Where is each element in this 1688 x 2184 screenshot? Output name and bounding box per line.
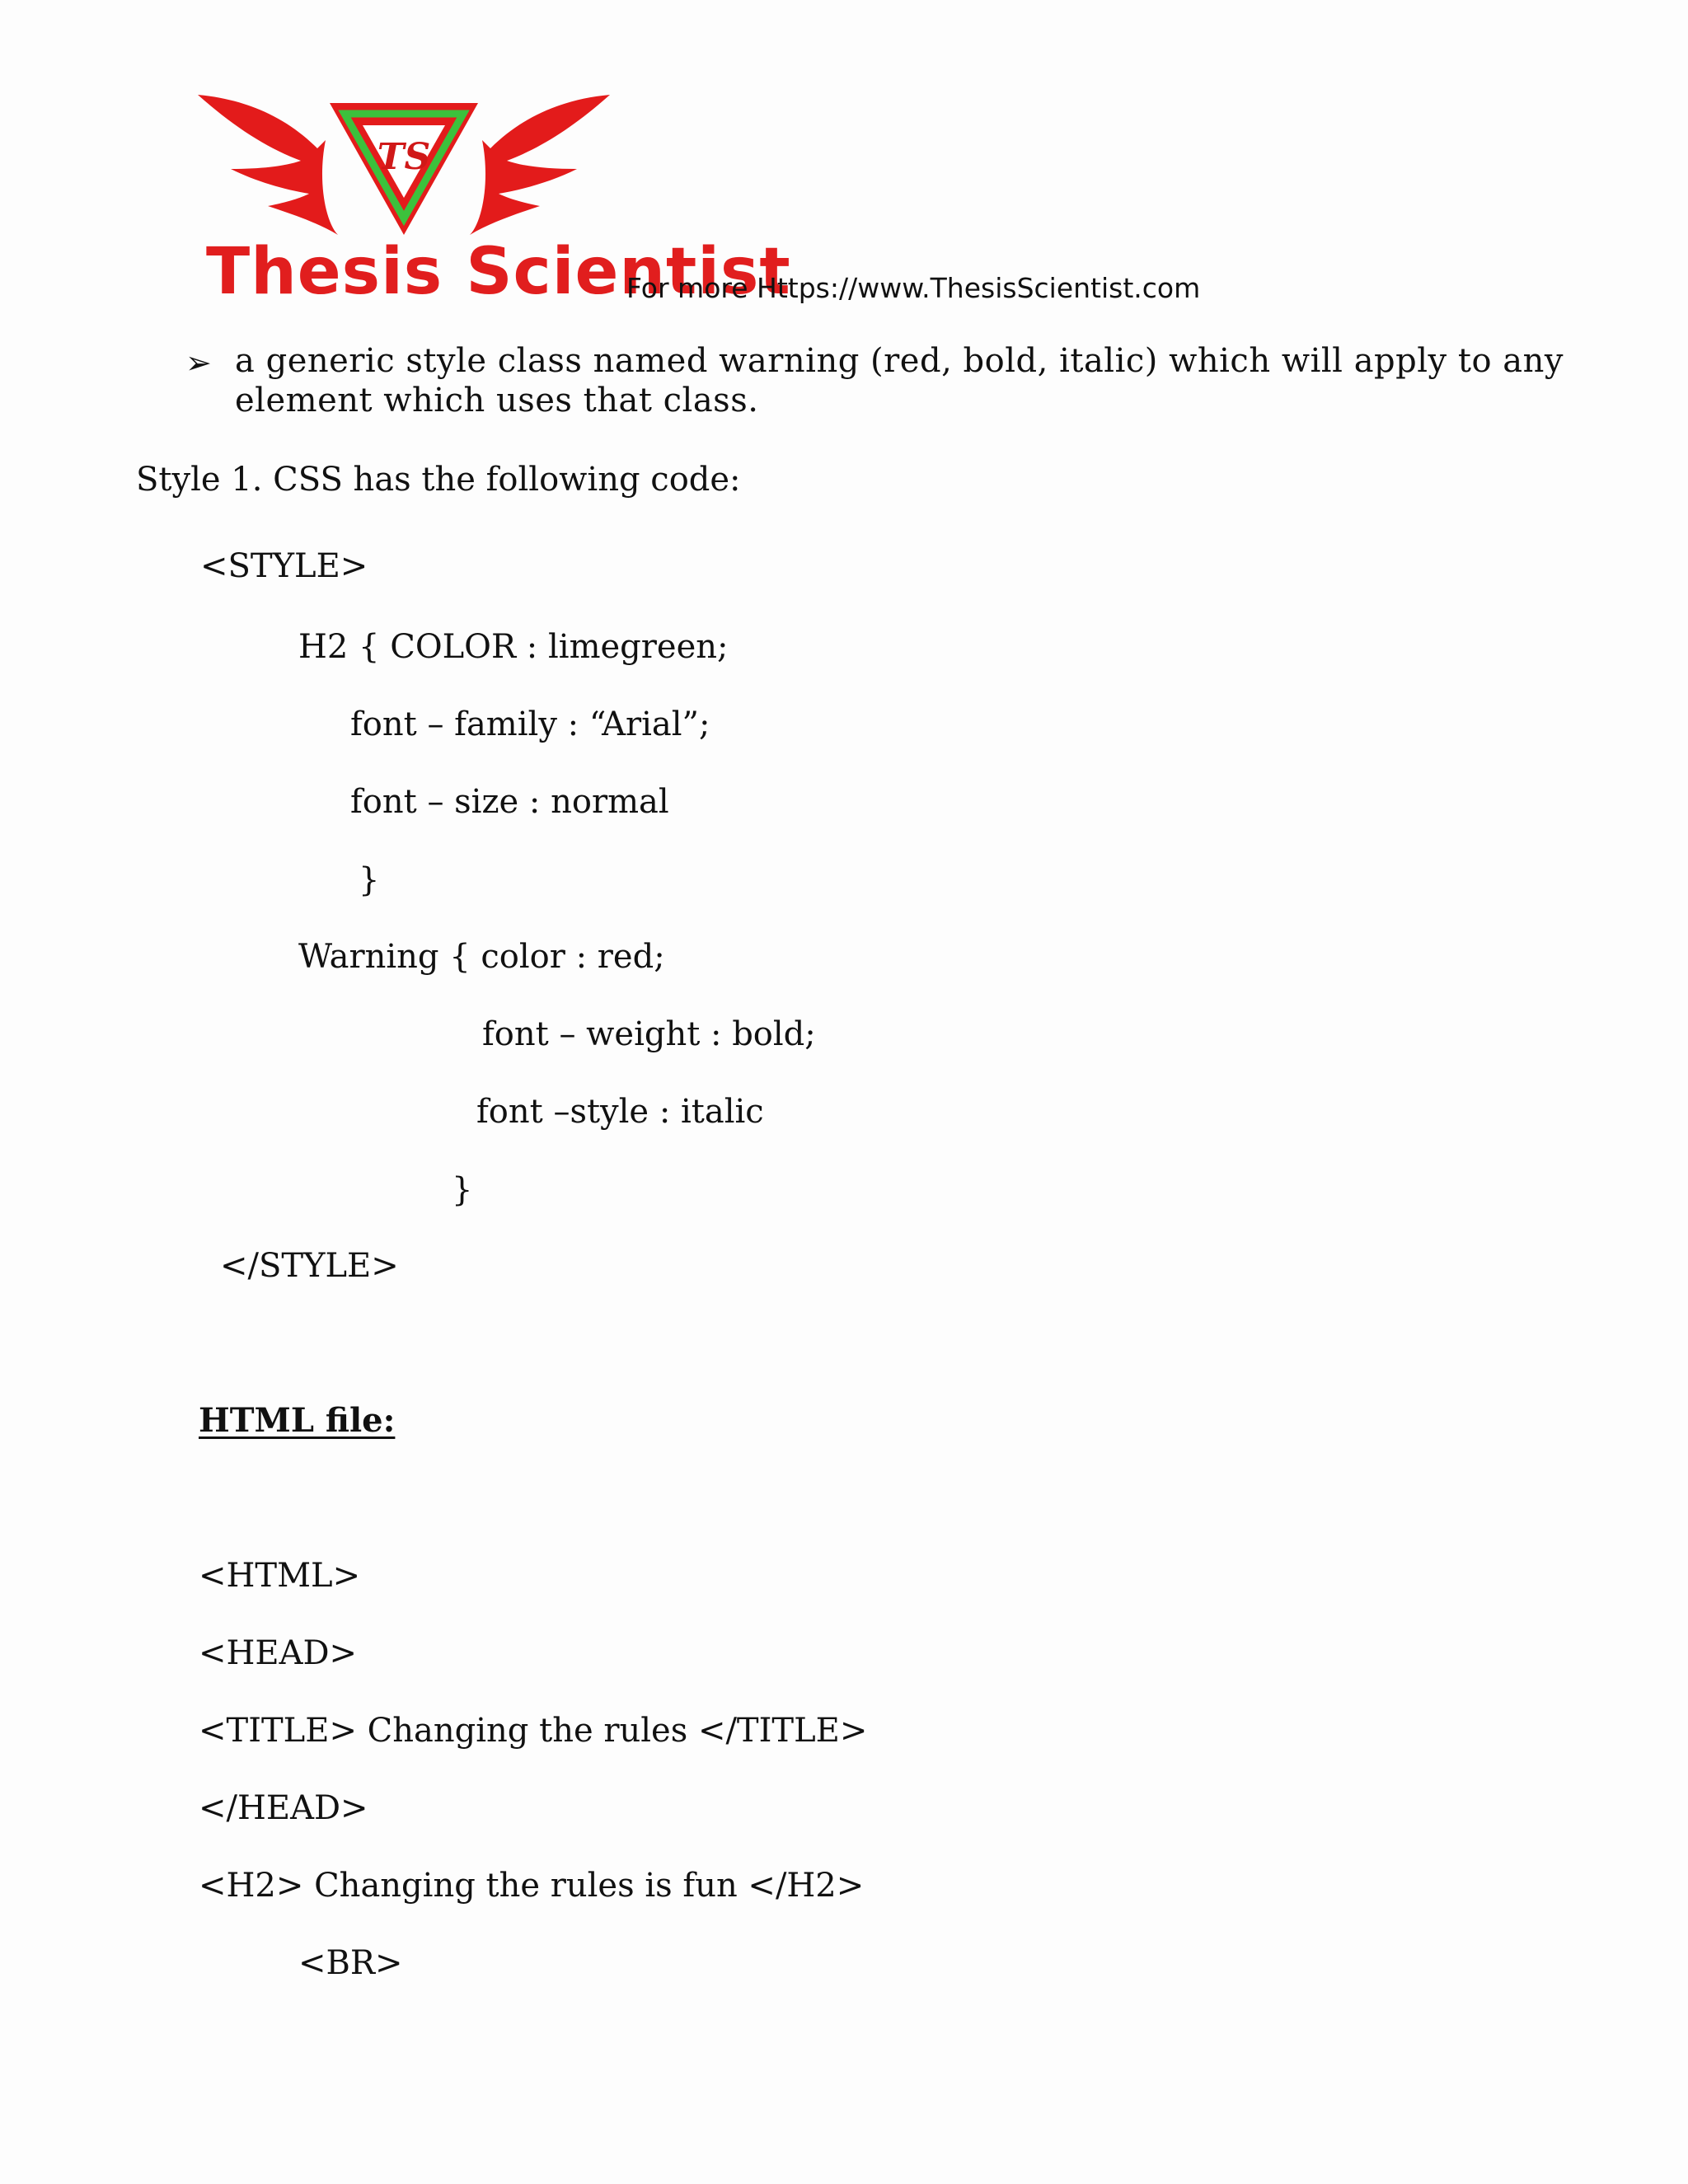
left-wing-icon xyxy=(198,95,338,235)
css-h2-line-2: font – family : “Arial”; xyxy=(350,705,710,743)
svg-text:TS: TS xyxy=(377,136,431,178)
css-warning-line-3: font –style : italic xyxy=(476,1093,764,1131)
css-warning-line-1: Warning { color : red; xyxy=(298,938,665,976)
triangle-emblem-icon xyxy=(330,103,478,235)
bullet-text: a generic style class named warning (red, bold, italic) which will apply to any element which uses that class. xyxy=(235,342,1564,419)
css-warning-line-2: font – weight : bold; xyxy=(482,1015,816,1053)
html-code-line-5: <H2> Changing the rules is fun </H2> xyxy=(199,1867,865,1905)
css-style-open-tag: <STYLE> xyxy=(200,547,368,585)
header-website-link[interactable]: For more Https://www.ThesisScientist.com xyxy=(626,272,1201,304)
html-code-line-1: <HTML> xyxy=(199,1557,361,1595)
logo-wordmark: Thesis Scientist xyxy=(206,235,791,309)
html-code-line-6: <BR> xyxy=(298,1944,403,1982)
css-h2-line-1: H2 { COLOR : limegreen; xyxy=(298,628,729,666)
html-code-line-4: </HEAD> xyxy=(199,1789,368,1827)
css-style-close-tag: </STYLE> xyxy=(220,1247,399,1285)
right-wing-icon xyxy=(470,95,610,235)
intro-line: Style 1. CSS has the following code: xyxy=(136,461,741,499)
html-code-line-2: <HEAD> xyxy=(199,1634,358,1672)
html-code-line-3: <TITLE> Changing the rules </TITLE> xyxy=(199,1712,868,1750)
bullet-arrow-icon: ➢ xyxy=(185,344,212,381)
css-warning-close-brace: } xyxy=(452,1171,473,1209)
css-h2-close-brace: } xyxy=(359,861,380,899)
css-h2-line-3: font – size : normal xyxy=(350,783,669,821)
html-file-heading: HTML file: xyxy=(199,1401,396,1440)
